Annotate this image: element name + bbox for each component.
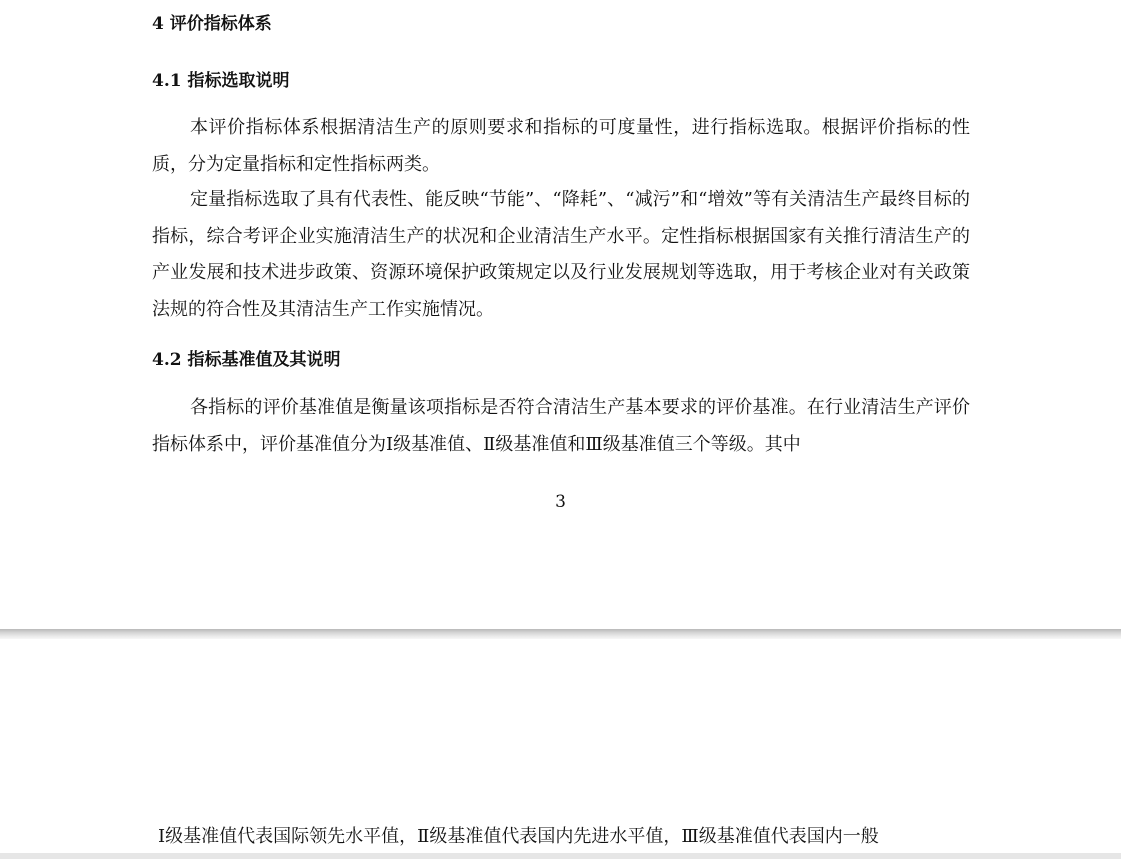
paragraph-quantitative-qualitative: 定量指标选取了具有代表性、能反映“节能”、“降耗”、“减污”和“增效”等有关清洁生产最终目标的指标，综合考评企业实施清洁生产的状况和企业清洁生产水平。定性指标根据国家有关推行清洁生产的产业发展和技术进步政策、资源环境保护政策规定以及行业发展规划等选取，用于考核企业对有关政策法规的符合性及其清洁生产工作实施情况。: [152, 189, 970, 320]
continuation-text: Ⅰ级基准值代表国际领先水平值，Ⅱ级基准值代表国内先进水平值，Ⅲ级基准值代表国内一般: [158, 826, 879, 847]
paragraph-benchmark-values: 各指标的评价基准值是衡量该项指标是否符合清洁生产基本要求的评价基准。在行业清洁生产评价指标体系中，评价基准值分为Ⅰ级基准值、Ⅱ级基准值和Ⅲ级基准值三个等级。其中: [152, 397, 970, 455]
section-title: 4 评价指标体系: [152, 14, 272, 34]
page-separator: [0, 629, 1121, 639]
viewer-bottom-edge: [0, 853, 1121, 859]
subsection-title-indicator-selection: 4.1 指标选取说明: [152, 71, 290, 91]
subsection-title-benchmark-values: 4.2 指标基准值及其说明: [152, 350, 341, 370]
document-page-4: [0, 639, 1121, 855]
paragraph-indicator-selection: 本评价指标体系根据清洁生产的原则要求和指标的可度量性，进行指标选取。根据评价指标的性质，分为定量指标和定性指标两类。: [152, 117, 970, 175]
page-number: 3: [555, 492, 566, 512]
